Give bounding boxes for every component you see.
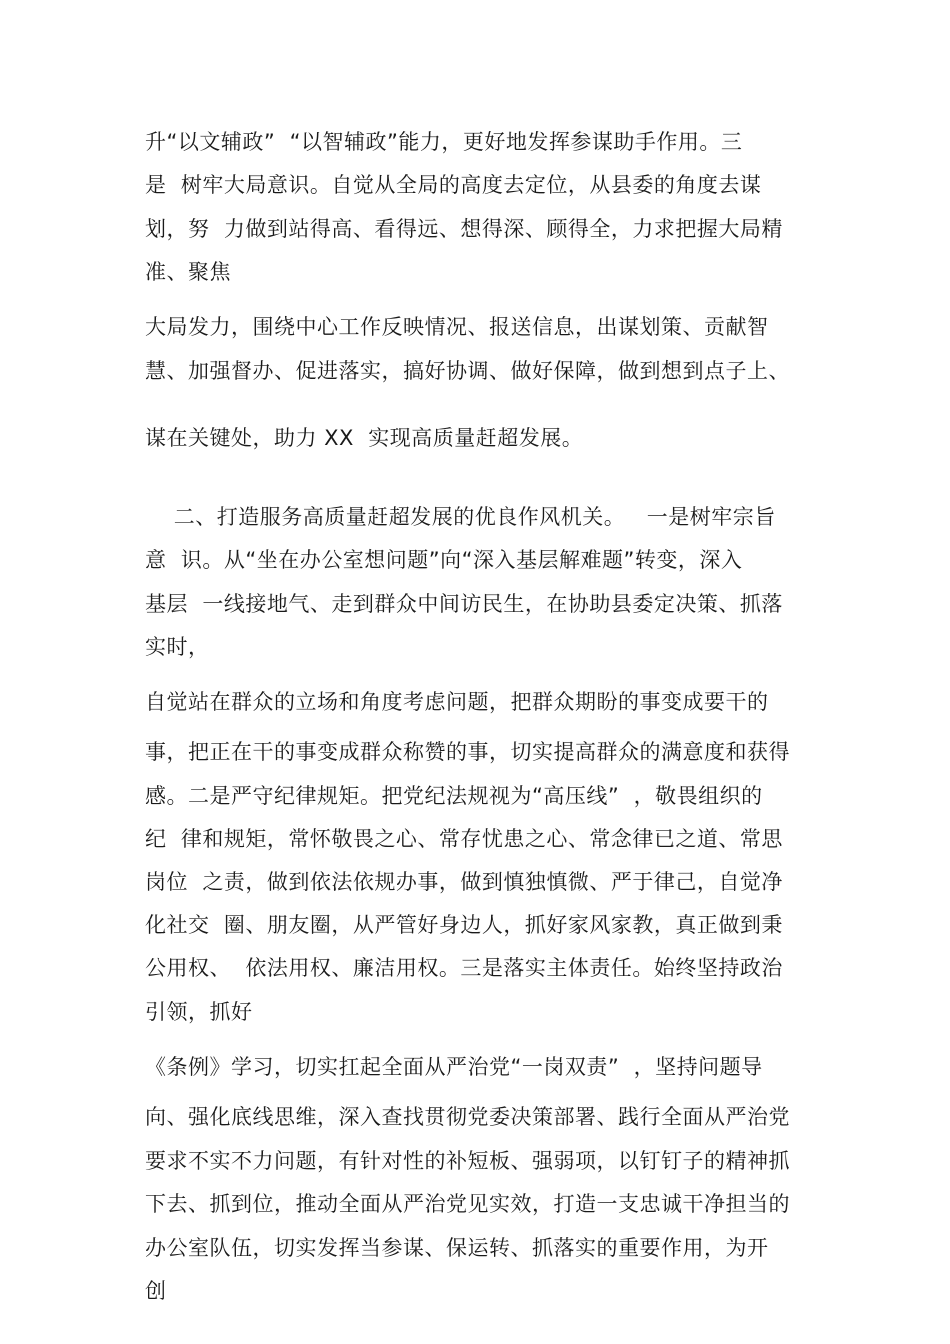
text-line: 准、聚焦 — [145, 260, 231, 284]
text-line: 实时， — [145, 635, 210, 659]
text-line: 事，把正在干的事变成群众称赞的事，切实提高群众的满意度和获得 — [145, 740, 790, 764]
text-line: 升“以文辅政” “以智辅政”能力，更好地发挥参谋助手作用。三 — [145, 130, 743, 154]
text-line: 慧、加强督办、促进落实，搞好协调、做好保障，做到想到点子上、 — [145, 359, 790, 383]
text-line: 纪 律和规矩，常怀敬畏之心、常存忧患之心、常念律已之道、常思 — [145, 827, 783, 851]
text-line: 要求不实不力问题，有针对性的补短板、强弱项，以钉钉子的精神抓 — [145, 1149, 790, 1173]
text-line: 谋在关键处，助力 XX 实现高质量赶超发展。 — [145, 426, 584, 450]
text-line: 化社交 圈、朋友圈，从严管好身边人，抓好家风家教，真正做到秉 — [145, 913, 783, 937]
text-line: 向、强化底线思维，深入查找贯彻党委决策部署、践行全面从严治党 — [145, 1105, 790, 1129]
text-line: 公用权、 依法用权、廉洁用权。三是落实主体责任。始终坚持政治 — [145, 956, 783, 980]
text-line: 办公室队伍，切实发挥当参谋、保运转、抓落实的重要作用，为开 — [145, 1236, 769, 1260]
text-line: 岗位 之责，做到依法依规办事，做到慎独慎微、严于律己，自觉净 — [145, 870, 783, 894]
text-line: 引领，抓好 — [145, 1000, 253, 1024]
text-line: 是 树牢大局意识。自觉从全局的高度去定位，从县委的角度去谋 — [145, 173, 762, 197]
text-line: 划，努 力做到站得高、看得远、想得深、顾得全，力求把握大局精 — [145, 217, 783, 241]
text-line: 意 识。从“坐在办公室想问题”向“深入基层解难题”转变，深入 — [145, 548, 743, 572]
section-heading-line: 二、打造服务高质量赶超发展的优良作风机关。 一是树牢宗旨 — [145, 505, 776, 529]
text-line: 感。二是严守纪律规矩。把党纪法规视为“高压线” ，敬畏组织的 — [145, 784, 763, 808]
text-line: 大局发力，围绕中心工作反映情况、报送信息，出谋划策、贡献智 — [145, 315, 769, 339]
text-line: 《条例》学习，切实扛起全面从严治党“一岗双责” ，坚持问题导 — [145, 1055, 763, 1079]
text-line: 下去、抓到位，推动全面从严治党见实效，打造一支忠诚干净担当的 — [145, 1192, 790, 1216]
text-line: 自觉站在群众的立场和角度考虑问题，把群众期盼的事变成要干的 — [145, 690, 769, 714]
text-line: 基层 一线接地气、走到群众中间访民生，在协助县委定决策、抓落 — [145, 592, 783, 616]
text-line: 创 — [145, 1279, 167, 1303]
